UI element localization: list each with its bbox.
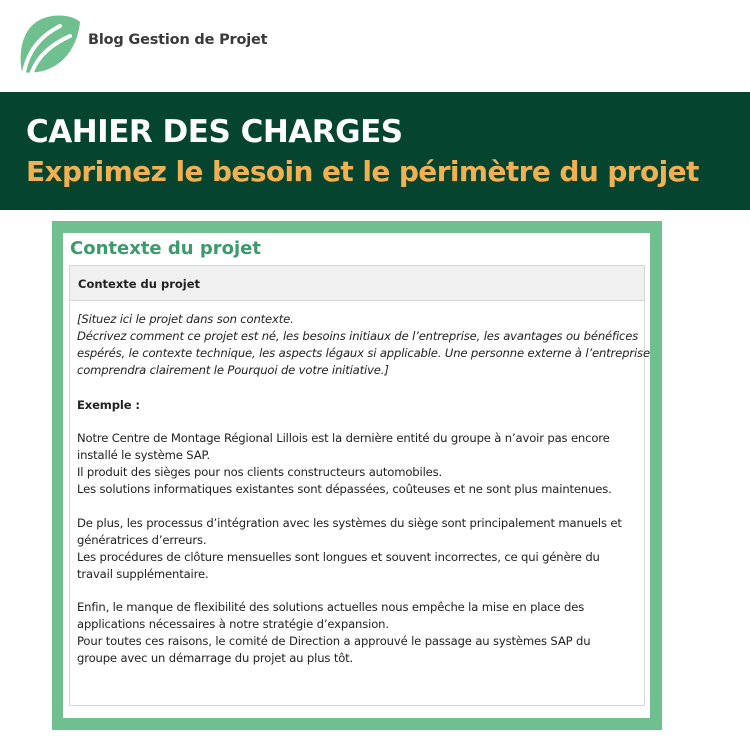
section-title: Contexte du projet: [70, 238, 261, 259]
leaf-logo-icon[interactable]: [16, 12, 82, 74]
paragraph-line: Les solutions informatiques existantes sont dépassées, coûteuses et ne sont plus maintenues.: [77, 482, 612, 496]
paragraph-line: installé le système SAP.: [77, 448, 211, 462]
paragraph-line: applications nécessaires à notre stratégie d’expansion.: [77, 617, 389, 631]
paragraph-line: Notre Centre de Montage Régional Lillois est la dernière entité du groupe à n’avoir pas encore: [77, 431, 610, 445]
instruction-line: Décrivez comment ce projet est né, les besoins initiaux de l’entreprise, les avantages ou bénéfices: [77, 329, 639, 343]
brand-name[interactable]: Blog Gestion de Projet: [88, 32, 268, 48]
paragraph-line: Les procédures de clôture mensuelles sont longues et souvent incorrectes, ce qui génère du: [77, 550, 600, 564]
title-banner: [0, 92, 750, 210]
instruction-line: espérés, le contexte technique, les aspects légaux si applicable. Une personne externe à l’entreprise: [77, 346, 650, 360]
instruction-line: [Situez ici le projet dans son contexte.: [77, 312, 294, 326]
page-title: CAHIER DES CHARGES: [26, 114, 403, 150]
paragraph-line: groupe avec un démarrage du projet au plus tôt.: [77, 651, 354, 665]
paragraph-line: Enfin, le manque de flexibilité des solutions actuelles nous empêche la mise en place des: [77, 600, 585, 614]
example-label: Exemple :: [77, 398, 140, 412]
paragraph-line: Pour toutes ces raisons, le comité de Direction a approuvé le passage au systèmes SAP du: [77, 634, 591, 648]
paragraph-line: Il produit des sièges pour nos clients constructeurs automobiles.: [77, 465, 443, 479]
paragraph-line: travail supplémentaire.: [77, 567, 209, 581]
page-subtitle: Exprimez le besoin et le périmètre du projet: [26, 155, 699, 188]
instruction-line: comprendra clairement le Pourquoi de votre initiative.]: [77, 363, 389, 377]
card-header-label: Contexte du projet: [78, 277, 201, 291]
paragraph-line: De plus, les processus d’intégration avec les systèmes du siège sont principalement manuels et: [77, 516, 622, 530]
paragraph-line: génératrices d’erreurs.: [77, 533, 207, 547]
